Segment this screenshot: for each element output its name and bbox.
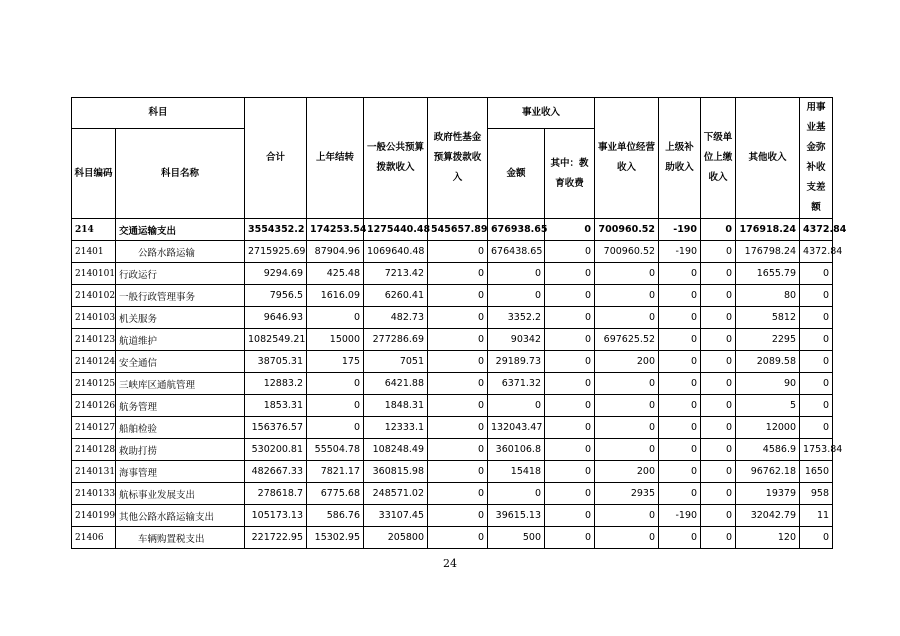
value-cell: 0	[659, 307, 701, 329]
value-cell: 156376.57	[245, 417, 307, 439]
value-cell: 4586.9	[736, 439, 800, 461]
value-cell: 174253.54	[307, 219, 364, 241]
table-row	[72, 351, 833, 373]
value-cell: 1853.31	[245, 395, 307, 417]
value-cell: 0	[428, 263, 488, 285]
value-cell: 0	[545, 307, 595, 329]
value-cell: 0	[307, 307, 364, 329]
value-cell: 0	[659, 373, 701, 395]
value-cell: 425.48	[307, 263, 364, 285]
value-cell: 200	[595, 351, 659, 373]
value-cell: 482.73	[364, 307, 428, 329]
value-cell: 0	[428, 461, 488, 483]
value-cell: 676438.65	[488, 241, 545, 263]
value-cell: 0	[488, 483, 545, 505]
value-cell: 0	[595, 505, 659, 527]
value-cell: 120	[736, 527, 800, 549]
value-cell: 1616.09	[307, 285, 364, 307]
header-gov-fund: 政府性基金预算拨款收入	[428, 98, 488, 219]
value-cell: 38705.31	[245, 351, 307, 373]
value-cell: 2715925.69	[245, 241, 307, 263]
header-balance-fund: 用事业基金弥补收支差额	[800, 98, 833, 219]
value-cell: 96762.18	[736, 461, 800, 483]
value-cell: 0	[659, 461, 701, 483]
value-cell: 0	[659, 439, 701, 461]
table-row	[72, 329, 833, 351]
value-cell: 0	[545, 527, 595, 549]
value-cell: 0	[545, 461, 595, 483]
value-cell: 0	[595, 527, 659, 549]
value-cell: 248571.02	[364, 483, 428, 505]
table-row	[72, 241, 833, 263]
value-cell: 2089.58	[736, 351, 800, 373]
table-body	[72, 219, 847, 549]
table-row	[72, 483, 833, 505]
value-cell: 1848.31	[364, 395, 428, 417]
value-cell: 958	[800, 483, 833, 505]
value-cell: 0	[488, 285, 545, 307]
value-cell: 0	[701, 439, 736, 461]
value-cell: 0	[428, 351, 488, 373]
value-cell: 105173.13	[245, 505, 307, 527]
value-cell: 0	[701, 219, 736, 241]
table-row	[72, 527, 833, 549]
value-cell: 6371.32	[488, 373, 545, 395]
value-cell: 0	[595, 439, 659, 461]
value-cell: 0	[800, 395, 833, 417]
header-education-fee: 其中：教育收费	[545, 129, 595, 219]
value-cell: 0	[800, 351, 833, 373]
value-cell: 0	[428, 241, 488, 263]
value-cell: 0	[701, 351, 736, 373]
value-cell: 0	[545, 505, 595, 527]
value-cell: 29189.73	[488, 351, 545, 373]
value-cell: 0	[800, 417, 833, 439]
value-cell: 530200.81	[245, 439, 307, 461]
value-cell: 0	[545, 241, 595, 263]
subject-name: 机关服务	[116, 307, 245, 329]
header-name: 科目名称	[116, 129, 245, 219]
subject-code: 2140127	[72, 417, 116, 439]
table-row	[72, 505, 833, 527]
subject-name: 船舶检验	[116, 417, 245, 439]
header-subject: 科目	[72, 98, 245, 129]
subject-name: 海事管理	[116, 461, 245, 483]
value-cell: 6421.88	[364, 373, 428, 395]
value-cell: 32042.79	[736, 505, 800, 527]
header-lower-remit: 下级单位上缴收入	[701, 98, 736, 219]
value-cell: 1069640.48	[364, 241, 428, 263]
table-row	[72, 395, 833, 417]
value-cell: 15418	[488, 461, 545, 483]
value-cell: 2935	[595, 483, 659, 505]
value-cell: 0	[659, 417, 701, 439]
value-cell: -190	[659, 505, 701, 527]
value-cell: 80	[736, 285, 800, 307]
subject-code: 2140125	[72, 373, 116, 395]
value-cell: 0	[545, 329, 595, 351]
table-row	[72, 417, 833, 439]
page-number: 24	[443, 557, 457, 570]
value-cell: 0	[800, 373, 833, 395]
value-cell: 500	[488, 527, 545, 549]
value-cell: 277286.69	[364, 329, 428, 351]
subject-code: 21401	[72, 241, 116, 263]
value-cell: 0	[595, 285, 659, 307]
value-cell: 87904.96	[307, 241, 364, 263]
subject-name: 公路水路运输	[116, 241, 245, 263]
value-cell: 0	[659, 329, 701, 351]
value-cell: 0	[701, 241, 736, 263]
value-cell: 0	[595, 307, 659, 329]
subject-code: 2140133	[72, 483, 116, 505]
subject-code: 2140126	[72, 395, 116, 417]
subject-name: 行政运行	[116, 263, 245, 285]
value-cell: 697625.52	[595, 329, 659, 351]
value-cell: 0	[545, 285, 595, 307]
value-cell: 108248.49	[364, 439, 428, 461]
value-cell: 6260.41	[364, 285, 428, 307]
value-cell: 0	[428, 329, 488, 351]
value-cell: 205800	[364, 527, 428, 549]
value-cell: 0	[428, 285, 488, 307]
value-cell: 0	[428, 307, 488, 329]
value-cell: 5812	[736, 307, 800, 329]
value-cell: 90	[736, 373, 800, 395]
value-cell: 1753.84	[800, 439, 833, 461]
value-cell: 132043.47	[488, 417, 545, 439]
value-cell: 90342	[488, 329, 545, 351]
value-cell: 7821.17	[307, 461, 364, 483]
value-cell: 0	[659, 395, 701, 417]
value-cell: 360106.8	[488, 439, 545, 461]
subject-name: 一般行政管理事务	[116, 285, 245, 307]
value-cell: 4372.84	[800, 219, 833, 241]
header-upper-subsidy: 上级补助收入	[659, 98, 701, 219]
subject-code: 2140131	[72, 461, 116, 483]
value-cell: 0	[545, 351, 595, 373]
value-cell: 0	[595, 373, 659, 395]
value-cell: 7956.5	[245, 285, 307, 307]
value-cell: 11	[800, 505, 833, 527]
value-cell: 0	[701, 263, 736, 285]
subject-code: 2140101	[72, 263, 116, 285]
value-cell: 0	[701, 527, 736, 549]
value-cell: 0	[595, 263, 659, 285]
value-cell: 586.76	[307, 505, 364, 527]
value-cell: 0	[701, 373, 736, 395]
value-cell: 15302.95	[307, 527, 364, 549]
value-cell: 176798.24	[736, 241, 800, 263]
value-cell: 0	[428, 439, 488, 461]
value-cell: 1655.79	[736, 263, 800, 285]
value-cell: 0	[545, 373, 595, 395]
table-row	[72, 285, 833, 307]
header-code: 科目编码	[72, 129, 116, 219]
value-cell: 0	[428, 417, 488, 439]
subject-code: 2140123	[72, 329, 116, 351]
value-cell: 360815.98	[364, 461, 428, 483]
subject-code: 21406	[72, 527, 116, 549]
value-cell: 2295	[736, 329, 800, 351]
value-cell: 12883.2	[245, 373, 307, 395]
subject-code: 2140103	[72, 307, 116, 329]
value-cell: 0	[659, 351, 701, 373]
value-cell: 545657.89	[428, 219, 488, 241]
value-cell: 15000	[307, 329, 364, 351]
value-cell: 0	[800, 527, 833, 549]
value-cell: 0	[701, 483, 736, 505]
value-cell: 12000	[736, 417, 800, 439]
table-row	[72, 307, 833, 329]
value-cell: 0	[428, 505, 488, 527]
subject-code: 2140199	[72, 505, 116, 527]
value-cell: 200	[595, 461, 659, 483]
value-cell: -190	[659, 241, 701, 263]
value-cell: 0	[595, 417, 659, 439]
value-cell: 0	[428, 373, 488, 395]
value-cell: 0	[307, 373, 364, 395]
header-total: 合计	[245, 98, 307, 219]
value-cell: 0	[701, 505, 736, 527]
subject-name: 其他公路水路运输支出	[116, 505, 245, 527]
value-cell: 0	[659, 483, 701, 505]
value-cell: 676938.65	[488, 219, 545, 241]
value-cell: 0	[800, 285, 833, 307]
value-cell: 0	[701, 417, 736, 439]
subject-name: 航务管理	[116, 395, 245, 417]
budget-table	[71, 97, 847, 549]
value-cell: 0	[545, 219, 595, 241]
value-cell: -190	[659, 219, 701, 241]
value-cell: 0	[428, 483, 488, 505]
subject-code: 2140128	[72, 439, 116, 461]
value-cell: 0	[428, 395, 488, 417]
subject-code: 214	[72, 219, 116, 241]
subject-name: 交通运输支出	[116, 219, 245, 241]
value-cell: 1650	[800, 461, 833, 483]
value-cell: 6775.68	[307, 483, 364, 505]
subject-name: 航道维护	[116, 329, 245, 351]
table-row	[72, 373, 833, 395]
value-cell: 278618.7	[245, 483, 307, 505]
value-cell: 9294.69	[245, 263, 307, 285]
value-cell: 4372.84	[800, 241, 833, 263]
value-cell: 0	[800, 307, 833, 329]
value-cell: 0	[545, 395, 595, 417]
subject-name: 车辆购置税支出	[116, 527, 245, 549]
value-cell: 1082549.21	[245, 329, 307, 351]
value-cell: 3554352.2	[245, 219, 307, 241]
table-row	[72, 219, 833, 241]
value-cell: 39615.13	[488, 505, 545, 527]
value-cell: 1275440.48	[364, 219, 428, 241]
header-operating-income: 事业单位经营收入	[595, 98, 659, 219]
header-other-income: 其他收入	[736, 98, 800, 219]
value-cell: 0	[800, 263, 833, 285]
value-cell: 0	[428, 527, 488, 549]
value-cell: 5	[736, 395, 800, 417]
value-cell: 0	[701, 329, 736, 351]
value-cell: 700960.52	[595, 241, 659, 263]
value-cell: 0	[701, 307, 736, 329]
value-cell: 0	[545, 439, 595, 461]
value-cell: 12333.1	[364, 417, 428, 439]
table-row	[72, 263, 833, 285]
value-cell: 175	[307, 351, 364, 373]
value-cell: 482667.33	[245, 461, 307, 483]
value-cell: 0	[595, 395, 659, 417]
value-cell: 700960.52	[595, 219, 659, 241]
header-business-income: 事业收入	[488, 98, 595, 129]
value-cell: 0	[545, 483, 595, 505]
value-cell: 33107.45	[364, 505, 428, 527]
value-cell: 19379	[736, 483, 800, 505]
value-cell: 7051	[364, 351, 428, 373]
value-cell: 0	[659, 263, 701, 285]
header-general-budget: 一般公共预算拨款收入	[364, 98, 428, 219]
value-cell: 0	[701, 395, 736, 417]
value-cell: 0	[545, 417, 595, 439]
value-cell: 0	[545, 263, 595, 285]
subject-code: 2140124	[72, 351, 116, 373]
value-cell: 0	[488, 395, 545, 417]
value-cell: 0	[307, 395, 364, 417]
value-cell: 55504.78	[307, 439, 364, 461]
value-cell: 9646.93	[245, 307, 307, 329]
subject-name: 救助打捞	[116, 439, 245, 461]
value-cell: 7213.42	[364, 263, 428, 285]
header-carryover: 上年结转	[307, 98, 364, 219]
value-cell: 0	[659, 285, 701, 307]
value-cell: 221722.95	[245, 527, 307, 549]
subject-code: 2140102	[72, 285, 116, 307]
table-row	[72, 439, 833, 461]
value-cell: 0	[488, 263, 545, 285]
subject-name: 航标事业发展支出	[116, 483, 245, 505]
value-cell: 0	[659, 527, 701, 549]
value-cell: 0	[307, 417, 364, 439]
value-cell: 0	[800, 329, 833, 351]
subject-name: 安全通信	[116, 351, 245, 373]
table-row	[72, 461, 833, 483]
value-cell: 176918.24	[736, 219, 800, 241]
value-cell: 0	[701, 461, 736, 483]
value-cell: 0	[701, 285, 736, 307]
header-amount: 金额	[488, 129, 545, 219]
value-cell: 3352.2	[488, 307, 545, 329]
subject-name: 三峡库区通航管理	[116, 373, 245, 395]
